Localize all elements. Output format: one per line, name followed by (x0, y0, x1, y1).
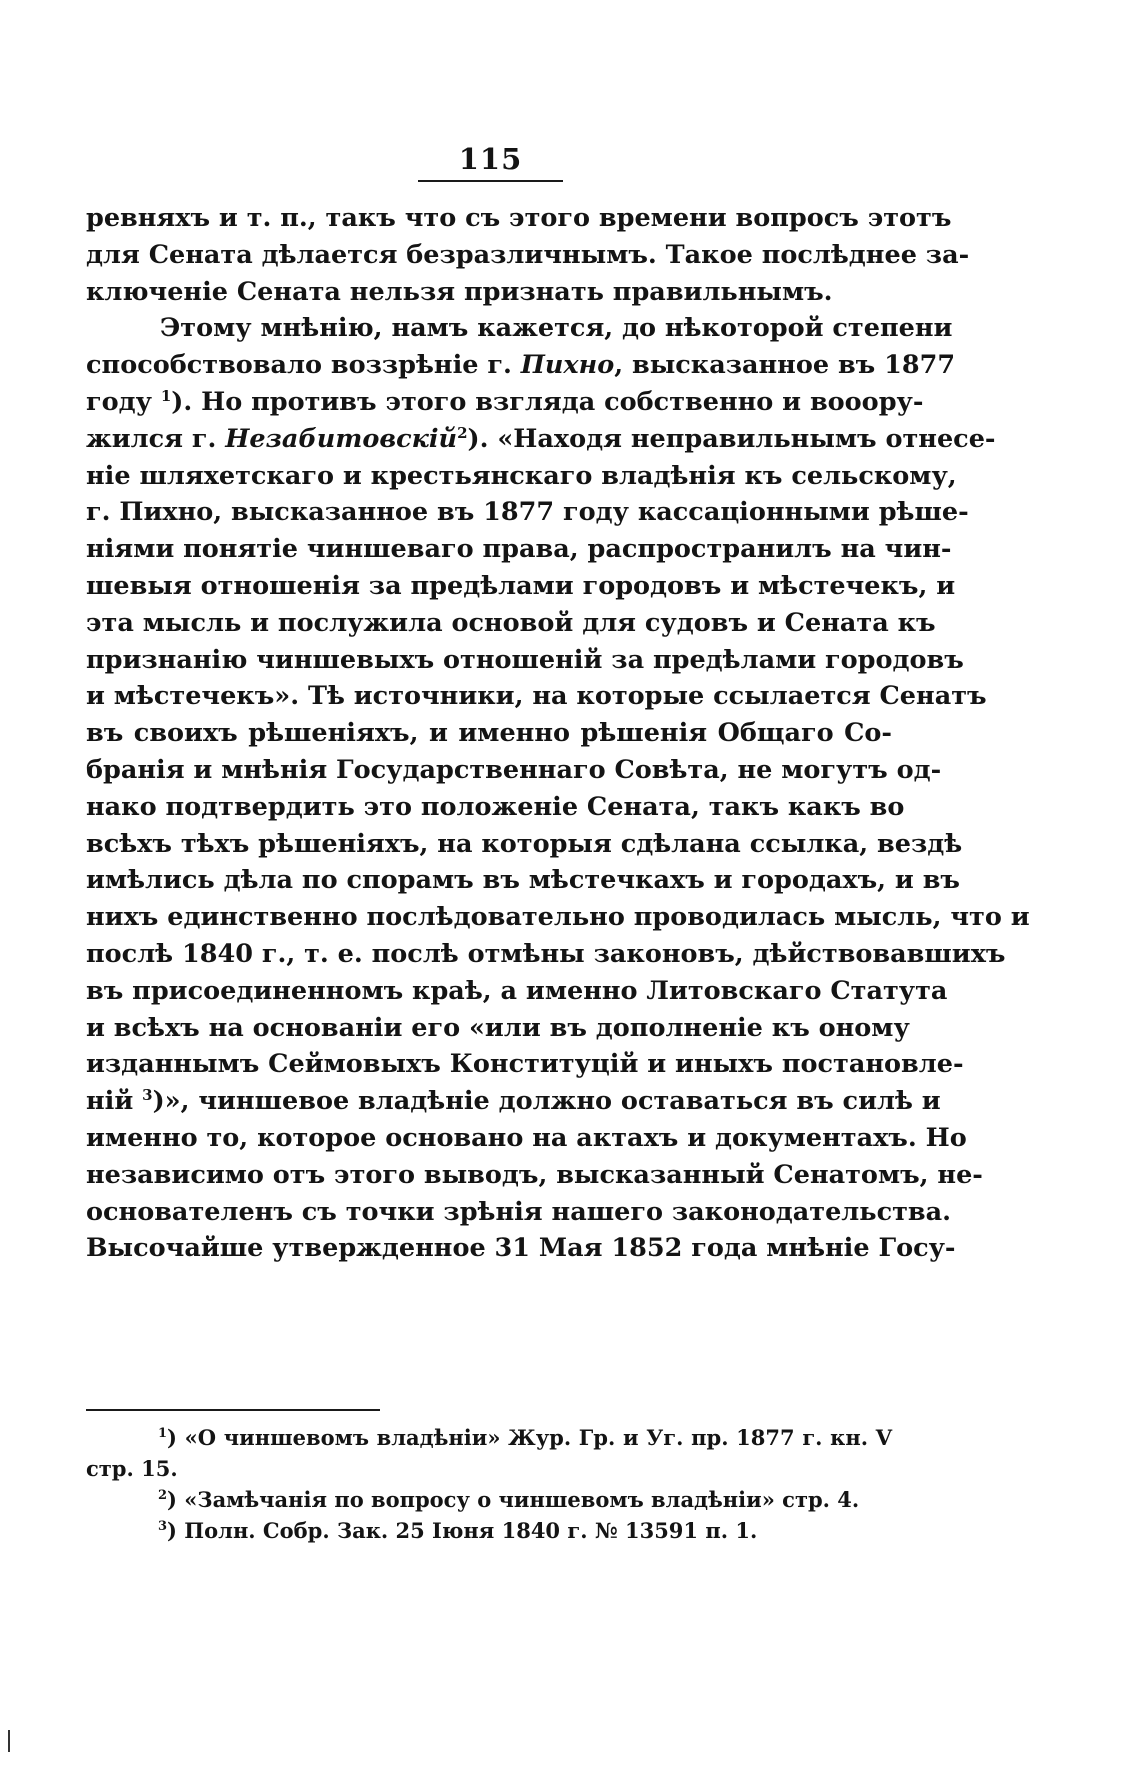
text-line (86, 347, 956, 384)
footnote-mark: 2 (158, 1488, 168, 1503)
footnote-text: ) «О чиншевомъ владѣніи» Жур. Гр. и Уг. пр. 1877 г. кн. V (167, 1425, 892, 1450)
text-line (86, 421, 996, 458)
footnote-mark: 1 (158, 1426, 168, 1441)
text-line: ніями понятіе чиншеваго права, распространилъ на чин- (86, 534, 952, 565)
text-segment: )», чиншевое владѣніе должно оставаться въ силѣ и (152, 1086, 941, 1117)
text-line: въ своихъ рѣшеніяхъ, и именно рѣшенія Общаго Со- (86, 718, 892, 749)
text-line: бранія и мнѣнія Государственнаго Совѣта, не могутъ од- (86, 754, 942, 785)
body-text (86, 200, 1030, 1267)
text-segment: , высказанное въ 1877 (614, 350, 956, 381)
text-line (86, 384, 924, 421)
text-line: эта мысль и послужила основой для судовъ и Сената къ (86, 607, 936, 638)
text-segment: способствовало воззрѣніе г. (86, 350, 521, 381)
footnotes (86, 1422, 892, 1546)
text-line: Высочайше утвержденное 31 Мая 1852 года мнѣніе Госу- (86, 1233, 956, 1264)
text-line: Этому мнѣнію, намъ кажется, до нѣкоторой степени (160, 313, 953, 344)
text-line: и мѣстечекъ». Тѣ источники, на которые ссылается Сенатъ (86, 681, 987, 712)
footnote-ref-1: 1 (160, 386, 172, 405)
author-name-nezabitovsky: Незабитовскій (225, 423, 458, 454)
text-segment: ). «Находя неправильнымъ отнесе- (467, 423, 996, 454)
footnote-mark: 3 (158, 1519, 168, 1534)
text-segment: жился г. (86, 423, 226, 454)
text-line: имѣлись дѣла по спорамъ въ мѣстечкахъ и городахъ, и въ (86, 865, 960, 896)
footnote-divider (86, 1409, 380, 1411)
text-line: послѣ 1840 г., т. е. послѣ отмѣны законовъ, дѣйствовавшихъ (86, 938, 1006, 969)
page-number: 115 (458, 142, 523, 176)
footnote-1-continued: стр. 15. (86, 1456, 178, 1481)
text-line: ключеніе Сената нельзя признать правильнымъ. (86, 276, 833, 307)
text-line: основателенъ съ точки зрѣнія нашего законодательства. (86, 1196, 952, 1227)
footnote-text: ) «Замѣчанія по вопросу о чиншевомъ владѣніи» стр. 4. (167, 1487, 860, 1512)
text-line: ревняхъ и т. п., такъ что съ этого времени вопросъ этотъ (86, 203, 952, 233)
text-line: въ присоединенномъ краѣ, а именно Литовскаго Статута (86, 975, 948, 1006)
text-line: признанію чиншевыхъ отношеній за предѣлами городовъ (86, 644, 964, 675)
text-line: независимо отъ этого выводъ, высказанный Сенатомъ, не- (86, 1159, 983, 1190)
text-line: нихъ единственно послѣдовательно проводилась мысль, что и (86, 902, 1030, 933)
text-line: всѣхъ тѣхъ рѣшеніяхъ, на которыя сдѣлана ссылка, вездѣ (86, 828, 963, 859)
text-line: изданнымъ Сеймовыхъ Конституцій и иныхъ постановле- (86, 1049, 964, 1080)
footnote-1 (86, 1422, 892, 1453)
text-segment: ). Но противъ этого взгляда собственно и вооору- (171, 386, 924, 417)
text-segment: ній (86, 1086, 143, 1117)
text-line: именно то, которое основано на актахъ и документахъ. Но (86, 1122, 967, 1153)
footnote-3 (86, 1515, 892, 1546)
page-number-rule (418, 180, 563, 182)
text-line: нако подтвердить это положеніе Сената, такъ какъ во (86, 791, 905, 822)
text-line: и всѣхъ на основаніи его «или въ дополненіе къ оному (86, 1012, 910, 1043)
footnote-text: ) Полн. Собр. Зак. 25 Іюня 1840 г. № 13591 п. 1. (167, 1518, 758, 1543)
text-line: г. Пихно, высказанное въ 1877 году кассаціонными рѣше- (86, 497, 969, 528)
text-line: для Сената дѣлается безразличнымъ. Такое послѣднее за- (86, 239, 970, 270)
author-name-pikhno: Пихно (520, 350, 615, 381)
scan-margin-mark (8, 1730, 10, 1752)
text-line: шевыя отношенія за предѣлами городовъ и мѣстечекъ, и (86, 570, 956, 601)
footnote-ref-3: 3 (142, 1086, 153, 1105)
text-line: ніе шляхетскаго и крестьянскаго владѣнія къ сельскому, (86, 460, 957, 491)
footnote-ref-2: 2 (457, 423, 468, 442)
text-segment: году (86, 386, 161, 417)
footnote-2 (86, 1484, 892, 1515)
text-line (86, 1083, 941, 1120)
